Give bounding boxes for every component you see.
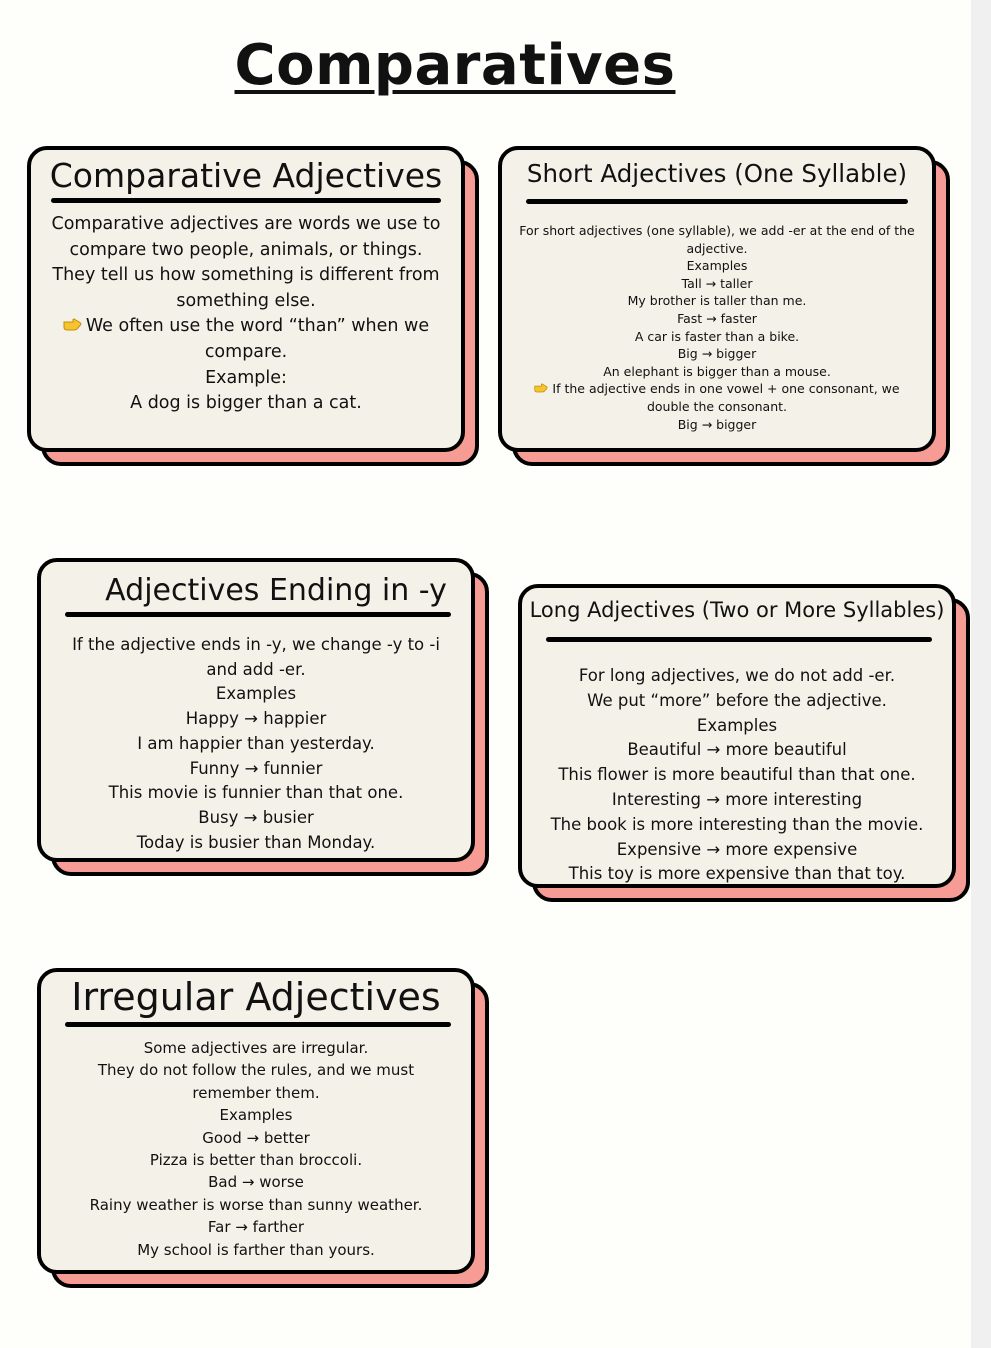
- body-line: They tell us how something is different from: [52, 265, 440, 286]
- card-title: Short Adjectives (One Syllable): [526, 159, 908, 188]
- body-line: Expensive → more expensive: [616, 839, 858, 859]
- card-irregular-adjectives: [37, 968, 489, 1288]
- card-title: Comparative Adjectives: [49, 156, 443, 195]
- title-underline: [65, 1022, 451, 1027]
- body-line: This flower is more beautiful than that one.: [558, 765, 916, 785]
- body-line: Rainy weather is worse than sunny weather.: [89, 1195, 423, 1214]
- body-line: This movie is funnier than that one.: [108, 783, 404, 803]
- card-panel: [498, 146, 936, 452]
- card-body: [536, 664, 938, 887]
- body-line: Interesting → more interesting: [611, 789, 863, 809]
- body-line: Big → bigger: [677, 416, 757, 432]
- body-line: We put “more” before the adjective.: [587, 690, 887, 710]
- body-line: If the adjective ends in -y, we change -y to -i: [72, 635, 440, 654]
- body-line: Busy → busier: [198, 807, 314, 827]
- body-line: Fast → faster: [677, 310, 757, 326]
- body-line: Pizza is better than broccoli.: [149, 1151, 363, 1170]
- body-text: We often use the word “than” when we: [85, 316, 430, 337]
- body-line: adjective.: [686, 240, 748, 256]
- body-line: something else.: [176, 290, 316, 311]
- body-line: Big → bigger: [677, 346, 757, 362]
- card-panel: [37, 968, 475, 1274]
- body-line: This toy is more expensive than that toy.: [568, 864, 906, 884]
- body-line: I am happier than yesterday.: [137, 733, 375, 753]
- body-line: A dog is bigger than a cat.: [130, 393, 362, 414]
- card-body: [55, 633, 457, 855]
- body-line: Tall → taller: [681, 275, 753, 291]
- body-line: Examples: [686, 258, 748, 274]
- body-line: compare.: [204, 341, 288, 362]
- body-line: My brother is taller than me.: [627, 293, 807, 309]
- card-body: [516, 222, 918, 433]
- card-panel: [518, 584, 956, 888]
- body-line: The book is more interesting than the movie.: [550, 814, 924, 834]
- body-line: A car is faster than a bike.: [634, 328, 800, 344]
- body-line: My school is farther than yours.: [137, 1240, 375, 1259]
- body-line: An elephant is bigger than a mouse.: [603, 363, 831, 379]
- card-long-adjectives: [518, 584, 970, 902]
- card-panel: [27, 146, 465, 452]
- body-line: Some adjectives are irregular.: [143, 1039, 369, 1057]
- title-underline: [546, 637, 932, 642]
- body-line-with-icon: [516, 380, 918, 398]
- title-underline: [526, 199, 908, 204]
- pointing-hand-icon: [534, 380, 548, 398]
- body-line: Comparative adjectives are words we use to: [51, 214, 441, 234]
- body-line: compare two people, animals, or things.: [69, 239, 423, 260]
- body-line: double the consonant.: [646, 398, 788, 414]
- body-text: If the adjective ends in one vowel + one consonant, we: [552, 381, 900, 397]
- card-body: [45, 212, 447, 417]
- card-body: [55, 1037, 457, 1261]
- body-line: Funny → funnier: [189, 758, 323, 778]
- body-line: Examples: [696, 715, 778, 735]
- body-line: and add -er.: [206, 659, 306, 679]
- card-panel: [37, 558, 475, 862]
- body-line: Beautiful → more beautiful: [627, 740, 847, 760]
- body-line: Today is busier than Monday.: [136, 832, 376, 852]
- card-adjectives-ending-y: [37, 558, 489, 876]
- page-title: Comparatives: [234, 33, 676, 98]
- body-line: Examples: [215, 684, 297, 704]
- card-comparative-adjectives: [27, 146, 479, 466]
- title-underline: [65, 612, 451, 617]
- body-line-with-icon: [45, 314, 447, 340]
- body-line: They do not follow the rules, and we must: [97, 1061, 415, 1080]
- body-line: Far → farther: [207, 1218, 305, 1237]
- body-line: Happy → happier: [185, 709, 327, 729]
- card-short-adjectives: [498, 146, 950, 466]
- body-line: For short adjectives (one syllable), we add -er at the end of the: [519, 223, 915, 238]
- body-line: Example:: [205, 367, 287, 388]
- body-line: Good → better: [202, 1128, 310, 1147]
- body-line: Bad → worse: [208, 1173, 304, 1192]
- scrollbar-track[interactable]: [971, 0, 991, 1348]
- pointing-hand-icon: [63, 314, 82, 340]
- body-line: For long adjectives, we do not add -er.: [578, 666, 896, 685]
- body-line: remember them.: [192, 1083, 320, 1102]
- title-underline: [51, 198, 441, 203]
- card-title: Long Adjectives (Two or More Syllables): [529, 598, 945, 622]
- card-title: Irregular Adjectives: [71, 975, 441, 1019]
- body-line: Examples: [219, 1106, 293, 1125]
- card-title: Adjectives Ending in -y: [105, 573, 447, 608]
